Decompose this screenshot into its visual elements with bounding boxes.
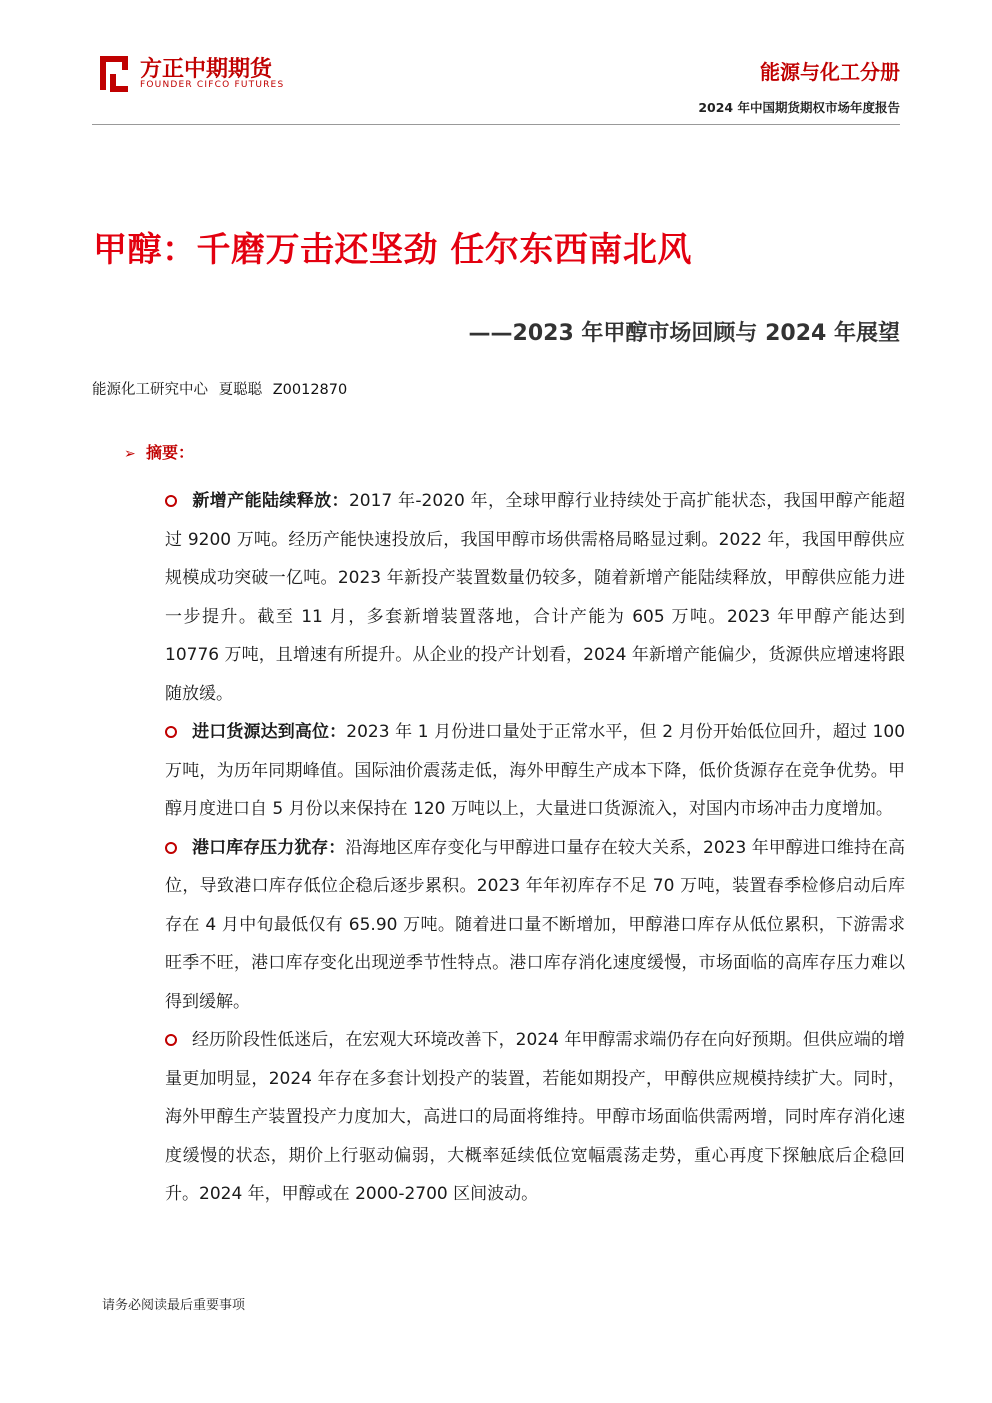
logo-mark-icon: [94, 52, 134, 96]
abstract-heading-label: 摘要：: [146, 443, 195, 462]
circle-bullet-icon: [165, 495, 177, 507]
abstract-content: [165, 482, 905, 1214]
section-name: 能源与化工分册: [760, 60, 900, 84]
abstract-item-text: 2023 年 1 月份进口量处于正常水平，但 2 月份开始低位回升，超过 100 万吨，为历年同期峰值。国际油价震荡走低，海外甲醇生产成本下降，低价货源存在竞争优势。甲醇月度进口自 5 月份以来保持在 120 万吨以上，大量进口货源流入，对国内市场冲击力度增加。: [165, 722, 906, 819]
abstract-item-text: 经历阶段性低迷后，在宏观大环境改善下，2024 年甲醇需求端仍存在向好预期。但供应端的增量更加明显，2024 年存在多套计划投产的装置，若能如期投产，甲醇供应规模持续扩大。同时，海外甲醇生产装置投产力度加大，高进口的局面将维持。甲醇市场面临供需两增，同时库存消化速度缓慢的状态，期价上行驱动偏弱，大概率延续低位宽幅震荡走势，重心再度下探触底后企稳回升。2024 年，甲醇或在 2000-2700 区间波动。: [165, 1030, 905, 1204]
logo-chinese-name: 方正中期期货: [140, 57, 273, 82]
abstract-item: [165, 482, 905, 713]
abstract-item-keyword: 新增产能陆续释放：: [192, 491, 349, 511]
logo-english-name: FOUNDER CIFCO FUTURES: [140, 80, 285, 90]
disclaimer-note: 请务必阅读最后重要事项: [102, 1298, 246, 1313]
page-title: 甲醇：千磨万击还坚劲 任尔东西南北风: [93, 230, 692, 270]
author-line: 能源化工研究中心 夏聪聪 Z0012870: [92, 382, 348, 398]
company-logo: [94, 52, 294, 98]
report-title: 2024 年中国期货期权市场年度报告: [698, 100, 900, 115]
abstract-item-text: 沿海地区库存变化与甲醇进口量存在较大关系，2023 年甲醇进口维持在高位，导致港口库存低位企稳后逐步累积。2023 年年初库存不足 70 万吨，装置春季检修启动后库存在 4 月中旬最低仅有 65.90 万吨。随着进口量不断增加，甲醇港口库存从低位累积，下游需求旺季不旺，港口库存变化出现逆季节性特点。港口库存消化速度缓慢，市场面临的高库存压力难以得到缓解。: [165, 837, 906, 1012]
circle-bullet-icon: [165, 726, 177, 738]
circle-bullet-icon: [165, 1034, 177, 1046]
circle-bullet-icon: [165, 842, 177, 854]
abstract-item-keyword: 进口货源达到高位：: [192, 722, 347, 742]
page-subtitle: ——2023 年甲醇市场回顾与 2024 年展望: [468, 321, 900, 346]
arrow-bullet-icon: ➢: [124, 446, 136, 462]
header-divider: [92, 124, 900, 125]
abstract-heading: [124, 440, 194, 463]
abstract-item-text: 2017 年-2020 年，全球甲醇行业持续处于高扩能状态，我国甲醇产能超过 9200 万吨。经历产能快速投放后，我国甲醇市场供需格局略显过剩。2022 年，我国甲醇供应规模成功突破一亿吨。2023 年新投产装置数量仍较多，随着新增产能陆续释放，甲醇供应能力进一步提升。截至 11 月，多套新增装置落地，合计产能为 605 万吨。2023 年甲醇产能达到 10776 万吨，且增速有所提升。从企业的投产计划看，2024 年新增产能偏少，货源供应增速将跟随放缓。: [165, 491, 906, 704]
abstract-item: [165, 829, 905, 1022]
abstract-item: [165, 713, 905, 829]
abstract-item-keyword: 港口库存压力犹存：: [192, 837, 346, 858]
abstract-item: [165, 1021, 905, 1214]
